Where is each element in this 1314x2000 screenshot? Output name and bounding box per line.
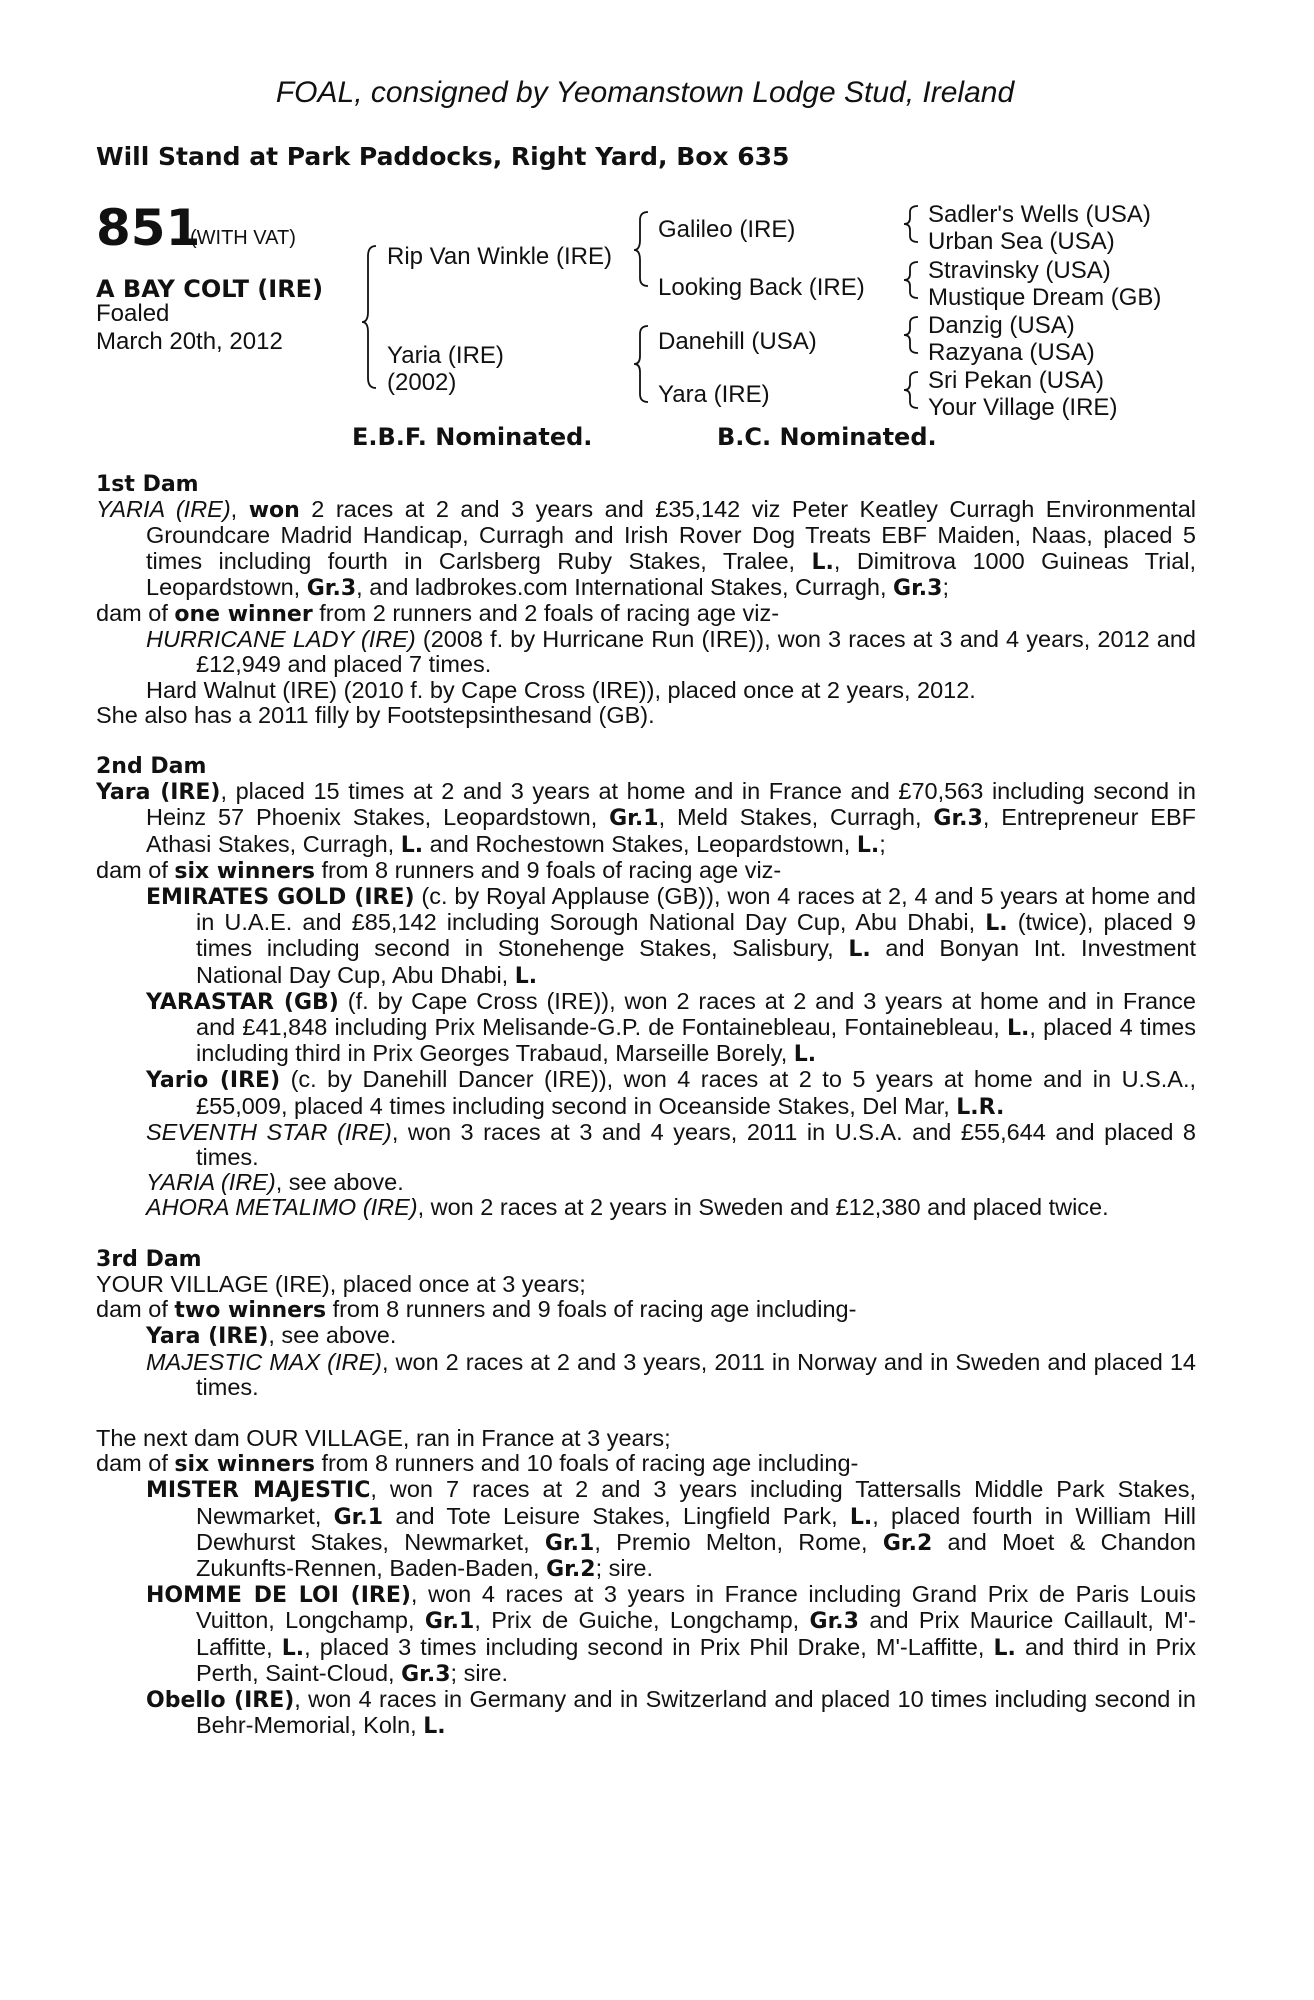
first-dam-produce-summary: dam of one winner from 2 runners and 2 foals of racing age viz- <box>96 600 780 628</box>
pedigree-gen3-5: Danzig (USA) <box>928 312 1075 339</box>
second-dam-produce-summary: dam of six winners from 8 runners and 9 foals of racing age viz- <box>96 856 782 884</box>
pedigree-gen3-6: Razyana (USA) <box>928 339 1095 366</box>
next-dam-produce-3: Obello (IRE), won 4 races in Germany and in Switzerland and placed 10 times including second in Behr-Memorial, Koln, L. <box>146 1685 1196 1740</box>
pedigree-gen3-3: Stravinsky (USA) <box>928 257 1111 284</box>
third-dam-produce-2: MAJESTIC MAX (IRE), won 2 races at 2 and 3 years, 2011 in Norway and in Sweden and placed 14 times. <box>146 1348 1196 1400</box>
location-line: Will Stand at Park Paddocks, Right Yard, Box 635 <box>96 142 790 171</box>
second-dam-produce-6: AHORA METALIMO (IRE), won 2 races at 2 years in Sweden and £12,380 and placed twice. <box>146 1194 1109 1221</box>
pedigree-sire-dam: Looking Back (IRE) <box>658 274 865 301</box>
pedigree-braces <box>0 0 1314 460</box>
ebf-nominated: E.B.F. Nominated. <box>352 423 593 451</box>
next-dam-record: The next dam OUR VILLAGE, ran in France at 3 years; <box>96 1424 671 1451</box>
lot-number: 851 <box>96 199 201 257</box>
pedigree-gen3-7: Sri Pekan (USA) <box>928 367 1105 394</box>
pedigree-dam-year: (2002) <box>387 369 457 396</box>
pedigree-dam: Yaria (IRE) <box>387 342 504 369</box>
second-dam-produce-5: YARIA (IRE), see above. <box>146 1169 404 1196</box>
next-dam-produce-2: HOMME DE LOI (IRE), won 4 races at 3 years in France including Grand Prix de Paris Louis Vuitton, Longchamp, Gr.1, Prix de Guiche, Longchamp, Gr.3 and Prix Maurice Caillault, M'-Laffitte, L., placed 3 times including second in Prix Phil Drake, M'-Laffitte, L. and third in Prix Perth, Saint-Cloud, Gr.3; sire. <box>146 1581 1196 1687</box>
third-dam-produce-summary: dam of two winners from 8 runners and 9 foals of racing age including- <box>96 1296 857 1324</box>
vat-label: (WITH VAT) <box>190 227 296 249</box>
second-dam-produce-1: EMIRATES GOLD (IRE) (c. by Royal Applause (GB)), won 4 races at 2, 4 and 5 years at home and in U.A.E. and £85,142 including Sorough National Day Cup, Abu Dhabi, L. (twice), placed 9 times including second in Stonehenge Stakes, Salisbury, L. and Bonyan Int. Investment National Day Cup, Abu Dhabi, L. <box>146 883 1196 989</box>
third-dam-record: YOUR VILLAGE (IRE), placed once at 3 years; <box>96 1270 586 1297</box>
pedigree-dam-sire: Danehill (USA) <box>658 328 817 355</box>
pedigree-dam-dam: Yara (IRE) <box>658 381 770 408</box>
first-dam-heading: 1st Dam <box>96 472 199 497</box>
third-dam-produce-1: Yara (IRE), see above. <box>146 1322 397 1350</box>
pedigree-gen3-1: Sadler's Wells (USA) <box>928 201 1151 228</box>
first-dam-note: She also has a 2011 filly by Footstepsinthesand (GB). <box>96 701 655 728</box>
pedigree-sire-sire: Galileo (IRE) <box>658 216 796 243</box>
next-dam-produce-summary: dam of six winners from 8 runners and 10 foals of racing age including- <box>96 1450 859 1478</box>
pedigree-gen3-8: Your Village (IRE) <box>928 394 1118 421</box>
third-dam-heading: 3rd Dam <box>96 1246 202 1272</box>
next-dam-produce-1: MISTER MAJESTIC, won 7 races at 2 and 3 years including Tattersalls Middle Park Stakes, Newmarket, Gr.1 and Tote Leisure Stakes, Lingfield Park, L., placed fourth in William Hill Dewhurst Stakes, Newmarket, Gr.1, Premio Melton, Rome, Gr.2 and Moet & Chandon Zukunfts-Rennen, Baden-Baden, Gr.2; sire. <box>146 1476 1197 1582</box>
pedigree-sire: Rip Van Winkle (IRE) <box>387 243 612 270</box>
first-dam-produce-1: HURRICANE LADY (IRE) (2008 f. by Hurricane Run (IRE)), won 3 races at 3 and 4 years, 2012 and £12,949 and placed 7 times. <box>146 626 1196 678</box>
pedigree-gen3-2: Urban Sea (USA) <box>928 228 1115 255</box>
second-dam-produce-2: YARASTAR (GB) (f. by Cape Cross (IRE)), won 2 races at 2 and 3 years at home and in France and £41,848 including Prix Melisande-G.P. de Fontainebleau, Fontainebleau, L., placed 4 times including third in Prix Georges Trabaud, Marseille Borely, L. <box>146 987 1197 1068</box>
foaled-date: March 20th, 2012 <box>96 328 283 355</box>
second-dam-produce-3: Yario (IRE) (c. by Danehill Dancer (IRE)), won 4 races at 2 to 5 years at home and in U.S.A., £55,009, placed 4 times including second in Oceanside Stakes, Del Mar, L.R. <box>146 1066 1196 1120</box>
consignment-line: FOAL, consigned by Yeomanstown Lodge Stud, Ireland <box>275 76 1015 109</box>
second-dam-heading: 2nd Dam <box>96 754 207 780</box>
first-dam-record: YARIA (IRE), won 2 races at 2 and 3 years and £35,142 viz Peter Keatley Curragh Environmental Groundcare Madrid Handicap, Curragh and Irish Rover Dog Treats EBF Maiden, Naas, placed 5 times including fourth in Carlsberg Ruby Stakes, Tralee, L., Dimitrova 1000 Guineas Trial, Leopardstown, Gr.3, and ladbrokes.com International Stakes, Curragh, Gr.3; <box>96 496 1197 601</box>
pedigree-notes <box>96 472 1196 1739</box>
pedigree-gen3-4: Mustique Dream (GB) <box>928 284 1162 311</box>
first-dam-produce-2: Hard Walnut (IRE) (2010 f. by Cape Cross (IRE)), placed once at 2 years, 2012. <box>146 676 976 703</box>
foaled-label: Foaled <box>96 300 170 327</box>
second-dam-produce-4: SEVENTH STAR (IRE), won 3 races at 3 and 4 years, 2011 in U.S.A. and £55,644 and placed 8 times. <box>146 1118 1197 1171</box>
second-dam-record: Yara (IRE), placed 15 times at 2 and 3 years at home and in France and £70,563 including second in Heinz 57 Phoenix Stakes, Leopardstown, Gr.1, Meld Stakes, Curragh, Gr.3, Entrepreneur EBF Athasi Stakes, Curragh, L. and Rochestown Stakes, Leopardstown, L.; <box>96 778 1197 858</box>
lot-title: A BAY COLT (IRE) <box>96 275 324 303</box>
bc-nominated: B.C. Nominated. <box>717 423 937 451</box>
